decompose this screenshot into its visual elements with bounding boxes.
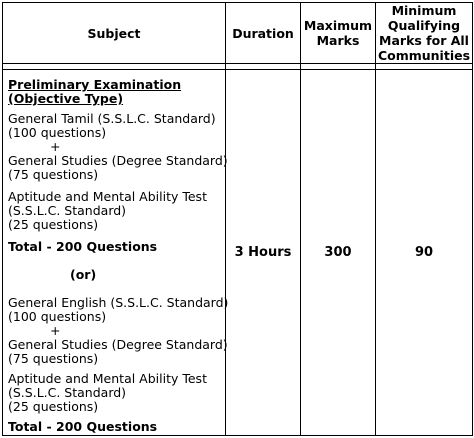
option2-paper1-count: (100 questions) bbox=[8, 309, 107, 324]
header-minimum-qualifying-marks: Minimum Qualifying Marks for All Communities bbox=[376, 3, 473, 64]
option2-paper3-standard: (S.S.L.C. Standard) bbox=[8, 385, 127, 400]
section-title: Preliminary Examination bbox=[8, 77, 182, 92]
option1-paper2-name: General Studies (Degree Standard) bbox=[8, 153, 228, 168]
plus-sign: + bbox=[50, 139, 61, 154]
option2-paper1-name: General English (S.S.L.C. Standard) bbox=[8, 295, 229, 310]
option2-paper3-name: Aptitude and Mental Ability Test bbox=[8, 371, 207, 386]
or-separator: (or) bbox=[70, 267, 97, 282]
option1-paper1-name: General Tamil (S.S.L.C. Standard) bbox=[8, 111, 216, 126]
option1-paper3-name: Aptitude and Mental Ability Test bbox=[8, 189, 207, 204]
table-header-row bbox=[3, 3, 473, 64]
minimum-qualifying-value: 90 bbox=[376, 70, 473, 436]
option2-paper3-count: (25 questions) bbox=[8, 399, 99, 414]
header-maximum-marks: Maximum Marks bbox=[301, 3, 376, 64]
plus-sign: + bbox=[50, 323, 61, 338]
option1-paper3-count: (25 questions) bbox=[8, 217, 99, 232]
section-subtitle: (Objective Type) bbox=[8, 91, 124, 106]
option1-paper2-count: (75 questions) bbox=[8, 167, 99, 182]
option1-total: Total - 200 Questions bbox=[8, 239, 158, 254]
option2-total: Total - 200 Questions bbox=[8, 419, 158, 434]
maximum-marks-value: 300 bbox=[301, 70, 376, 436]
option2-paper2-count: (75 questions) bbox=[8, 351, 99, 366]
header-duration: Duration bbox=[226, 3, 301, 64]
subject-cell bbox=[3, 70, 229, 436]
option2-paper2-name: General Studies (Degree Standard) bbox=[8, 337, 228, 352]
header-subject: Subject bbox=[3, 3, 226, 64]
table-row bbox=[3, 70, 473, 436]
duration-value: 3 Hours bbox=[226, 70, 301, 436]
option1-paper3-standard: (S.S.L.C. Standard) bbox=[8, 203, 127, 218]
option1-paper1-count: (100 questions) bbox=[8, 125, 107, 140]
exam-scheme-table bbox=[2, 2, 473, 436]
